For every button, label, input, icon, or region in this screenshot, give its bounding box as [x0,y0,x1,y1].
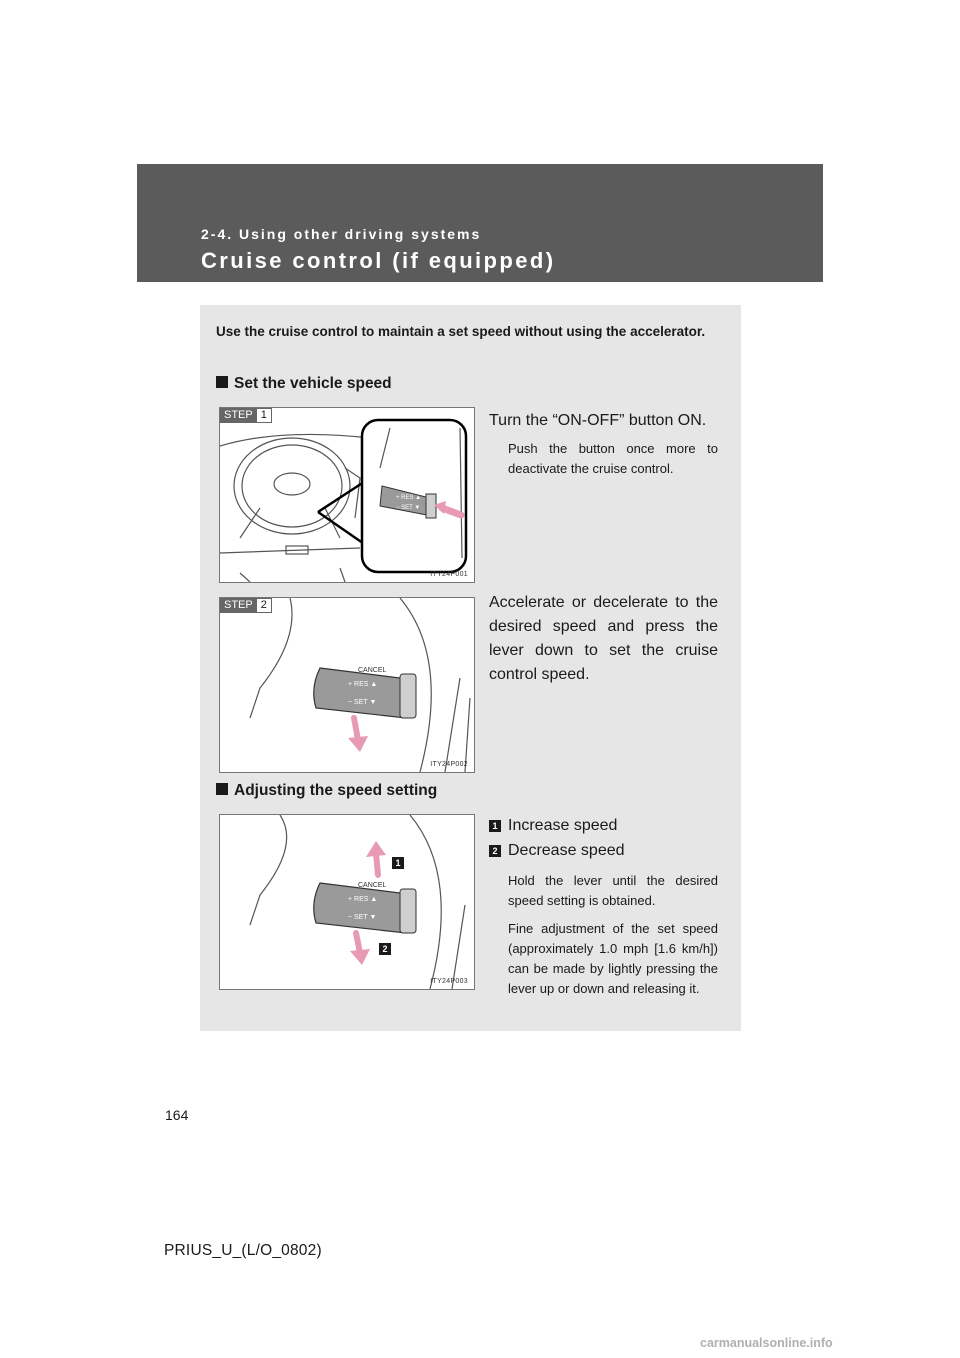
lever-press-down-illustration [220,598,474,772]
step-1-text: Turn the “ON-OFF” button ON. [489,412,707,429]
figure-step1-steering-wheel [219,407,475,583]
intro-text: Use the cruise control to maintain a set speed without using the accelerator. [216,324,706,339]
figure-adjusting-lever [219,814,475,990]
adjusting-note-2: Fine adjustment of the set speed (approximately 1.0 mph [1.6 km/h]) can be made by lightly pressing the lever up or down and releasing it. [508,921,718,996]
lever-set-label: − SET ▼ [348,699,377,706]
number-badge-icon: 1 [489,820,501,832]
step-label: STEP [220,598,257,613]
step-2-text: Accelerate or decelerate to the desired speed and press the lever down to set the cruise control speed. [489,594,718,683]
lever-cancel-label: CANCEL [358,882,387,889]
lever-up-down-illustration [220,815,474,989]
item-increase-speed [489,814,617,838]
step-2-tag [220,598,272,613]
page-number: 164 [165,1107,189,1123]
step-label: STEP [220,408,257,423]
figure-step2-lever [219,597,475,773]
subheading-adjusting [216,782,437,800]
lever-res-label: + RES ▲ [348,681,378,688]
page-title: Cruise control (if equipped) [201,248,556,273]
callout-2-badge: 2 [379,943,391,955]
item-label: Increase speed [508,817,618,834]
callout-1-badge: 1 [392,857,404,869]
watermark-text: carmanualsonline.info [700,1336,833,1350]
subheading-set-speed [216,375,392,393]
lever-set-label: − SET ▼ [396,505,421,511]
lever-cancel-label: CANCEL [358,667,387,674]
header-band [137,164,823,282]
figure-code: ITY24P001 [430,571,468,578]
document-code: PRIUS_U_(L/O_0802) [164,1242,322,1259]
figure-code: ITY24P003 [430,978,468,985]
lever-res-label: + RES ▲ [396,495,422,501]
number-badge-icon: 2 [489,845,501,857]
square-bullet-icon [216,376,228,388]
subheading-set-speed-label: Set the vehicle speed [234,375,392,392]
subheading-adjusting-label: Adjusting the speed setting [234,782,438,799]
section-label: 2-4. Using other driving systems [201,226,482,242]
step-number: 2 [257,598,272,613]
step-1-note: Push the button once more to deactivate the cruise control. [508,441,718,476]
step-1-tag [220,408,272,423]
content-box [200,305,741,1031]
step-number: 1 [257,408,272,423]
lever-set-label: − SET ▼ [348,914,377,921]
square-bullet-icon [216,783,228,795]
adjusting-note-1: Hold the lever until the desired speed setting is obtained. [508,873,718,908]
figure-code: ITY24P002 [430,761,468,768]
steering-wheel-illustration [220,408,474,582]
lever-res-label: + RES ▲ [348,896,378,903]
item-decrease-speed [489,839,625,863]
item-label: Decrease speed [508,842,625,859]
